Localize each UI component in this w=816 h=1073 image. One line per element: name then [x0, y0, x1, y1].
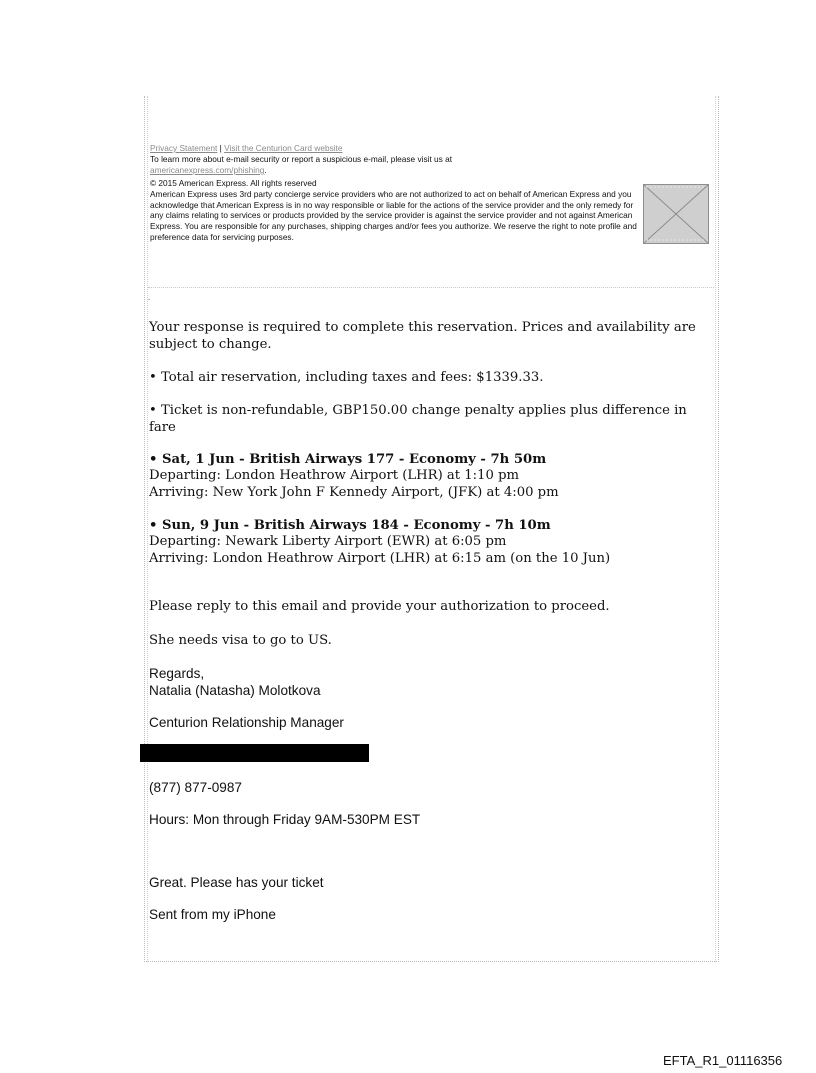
broken-image-icon	[643, 184, 709, 244]
flight-1-title	[149, 452, 717, 469]
centurion-website-link[interactable]: Visit the Centurion Card website	[224, 143, 343, 153]
page-identifier: EFTA_R1_01116356	[663, 1053, 783, 1068]
intro-paragraph: Your response is required to complete this reservation. Prices and availability are subject to change.	[149, 320, 696, 352]
privacy-statement-link[interactable]: Privacy Statement	[150, 143, 218, 153]
regards: Regards,	[149, 666, 205, 681]
disclaimer-text: American Express uses 3rd party concierge service providers who are not authorized to act on behalf of American Express and you acknowledge that American Express is in no way responsible or liable for the actions of the service provider and the only remedy for any claims relating to services or products provided by the service provider is against the service provider and not against American Express. You are responsible for any purchases, shipping charges and/or fees you authorize. We reserve the right to note profile and preference data for servicing purposes.	[150, 189, 637, 242]
flight-2-title	[149, 518, 717, 535]
ticket-bullet: • Ticket is non-refundable, GBP150.00 change penalty applies plus difference in fare	[149, 403, 687, 435]
phishing-link[interactable]: americanexpress.com/phishing	[150, 165, 265, 175]
sender-role: Centurion Relationship Manager	[149, 715, 344, 730]
total-bullet: • Total air reservation, including taxes and fees: $1339.33.	[149, 370, 544, 385]
separator-dot: .	[148, 293, 151, 302]
footer-links	[150, 143, 342, 154]
redaction-bar	[140, 744, 369, 762]
flight-1-arriving: Arriving: New York John F Kennedy Airport, (JFK) at 4:00 pm	[149, 485, 559, 500]
phishing-period: .	[264, 165, 267, 175]
flight-1-departing: Departing: London Heathrow Airport (LHR) at 1:10 pm	[149, 468, 520, 483]
copyright-text: © 2015 American Express. All rights reserved	[150, 178, 317, 188]
reply-request: Please reply to this email and provide your authorization to proceed.	[149, 599, 610, 614]
sent-from: Sent from my iPhone	[149, 907, 276, 922]
phone-number: (877) 877-0987	[149, 780, 242, 795]
flight-2-title-text: • Sun, 9 Jun - British Airways 184 - Economy - 7h 10m	[149, 518, 551, 533]
security-text: To learn more about e-mail security or report a suspicious e-mail, please visit us at	[150, 154, 453, 164]
footer-link-separator: |	[219, 143, 222, 153]
flight-1-title-text: • Sat, 1 Jun - British Airways 177 - Economy - 7h 50m	[149, 452, 547, 467]
reply-message: Great. Please has your ticket	[149, 875, 324, 890]
phishing-line	[150, 165, 267, 176]
business-hours: Hours: Mon through Friday 9AM-530PM EST	[149, 812, 421, 827]
flight-2-departing: Departing: Newark Liberty Airport (EWR) at 6:05 pm	[149, 534, 507, 549]
flight-2-arriving: Arriving: London Heathrow Airport (LHR) at 6:15 am (on the 10 Jun)	[149, 551, 611, 566]
visa-note: She needs visa to go to US.	[149, 633, 332, 648]
sender-name: Natalia (Natasha) Molotkova	[149, 683, 321, 698]
